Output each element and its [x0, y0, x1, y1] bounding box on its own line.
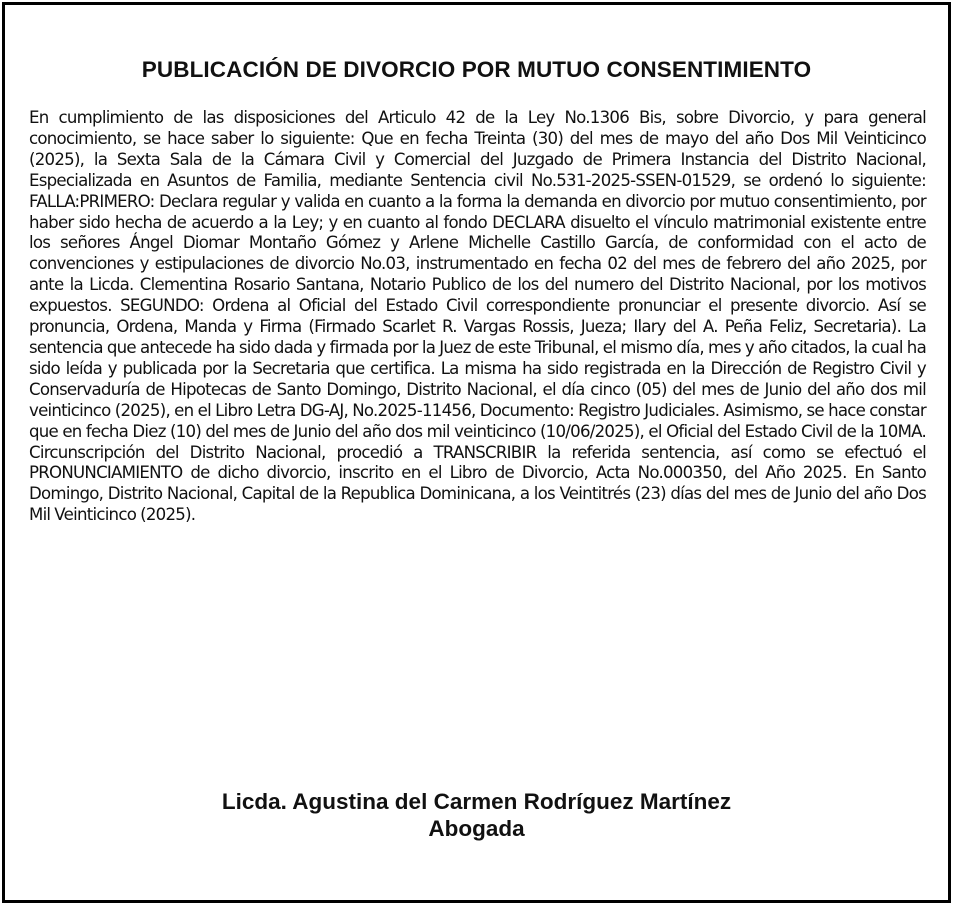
signature-name: Licda. Agustina del Carmen Rodríguez Martínez — [221, 789, 732, 814]
notice-body: En cumplimiento de las disposiciones del Articulo 42 de la Ley No.1306 Bis, sobre Divorcio, y para general conocimiento, se hace saber lo siguiente: Que en fecha Treinta (30) del mes de mayo del año Dos Mil Veinticinco (2025), la Sexta Sala de la Cámara Civil y Comercial del Juzgado de Primera Instancia del Distrito Nacional, Especializada en Asuntos de Familia, mediante Sentencia civil No.531-2025-SSEN-01529, se ordenó lo siguiente: FALLA:PRIMERO: Declara regular y valida en cuanto a la forma la demanda en divorcio por mutuo consentimiento, por haber sido hecha de acuerdo a la Ley; y en cuanto al fondo DECLARA disuelto el vínculo matrimonial existente entre los señores Ángel Diomar Montaño Gómez y Arlene Michelle Castillo García, de conformidad con el acto de convenciones y estipulaciones de divorcio No.03, instrumentado en fecha 02 del mes de febrero del año 2025, por ante la Licda. Clementina Rosario Santana, Notario Publico de los del numero del Distrito Nacional, por los motivos expuestos. SEGUNDO: Ordena al Oficial del Estado Civil correspondiente pronunciar el presente divorcio. Así se pronuncia, Ordena, Manda y Firma (Firmado Scarlet R. Vargas Rossis, Jueza; Ilary del A. Peña Feliz, Secretaria). La sentencia que antecede ha sido dada y firmada por la Juez de este Tribunal, el mismo día, mes y año citados, la cual ha sido leída y publicada por la Secretaria que certifica. La misma ha sido registrada en la Dirección de Registro Civil y Conservaduría de Hipotecas de Santo Domingo, Distrito Nacional, el día cinco (05) del mes de Junio del año dos mil veinticinco (2025), en el Libro Letra DG-AJ, No.2025-11456, Documento: Registro Judiciales. Asimismo, se hace constar que en fecha Diez (10) del mes de Junio del año dos mil veinticinco (10/06/2025), el Oficial del Estado Civil de la 10MA. Circunscripción del Distrito Nacional, procedió a TRANSCRIBIR la referida sentencia, así como se efectuó el PRONUNCIAMIENTO de dicho divorcio, inscrito en el Libro de Divorcio, Acta No.000350, del Año 2025. En Santo Domingo, Distrito Nacional, Capital de la Republica Dominicana, a los Veintitrés (23) días del mes de Junio del año Dos Mil Veinticinco (2025). — [29, 108, 926, 525]
notice-frame — [2, 2, 951, 903]
signature-block — [5, 788, 948, 842]
notice-title: PUBLICACIÓN DE DIVORCIO POR MUTUO CONSENTIMIENTO — [141, 57, 812, 82]
signature-role: Abogada — [428, 816, 525, 841]
